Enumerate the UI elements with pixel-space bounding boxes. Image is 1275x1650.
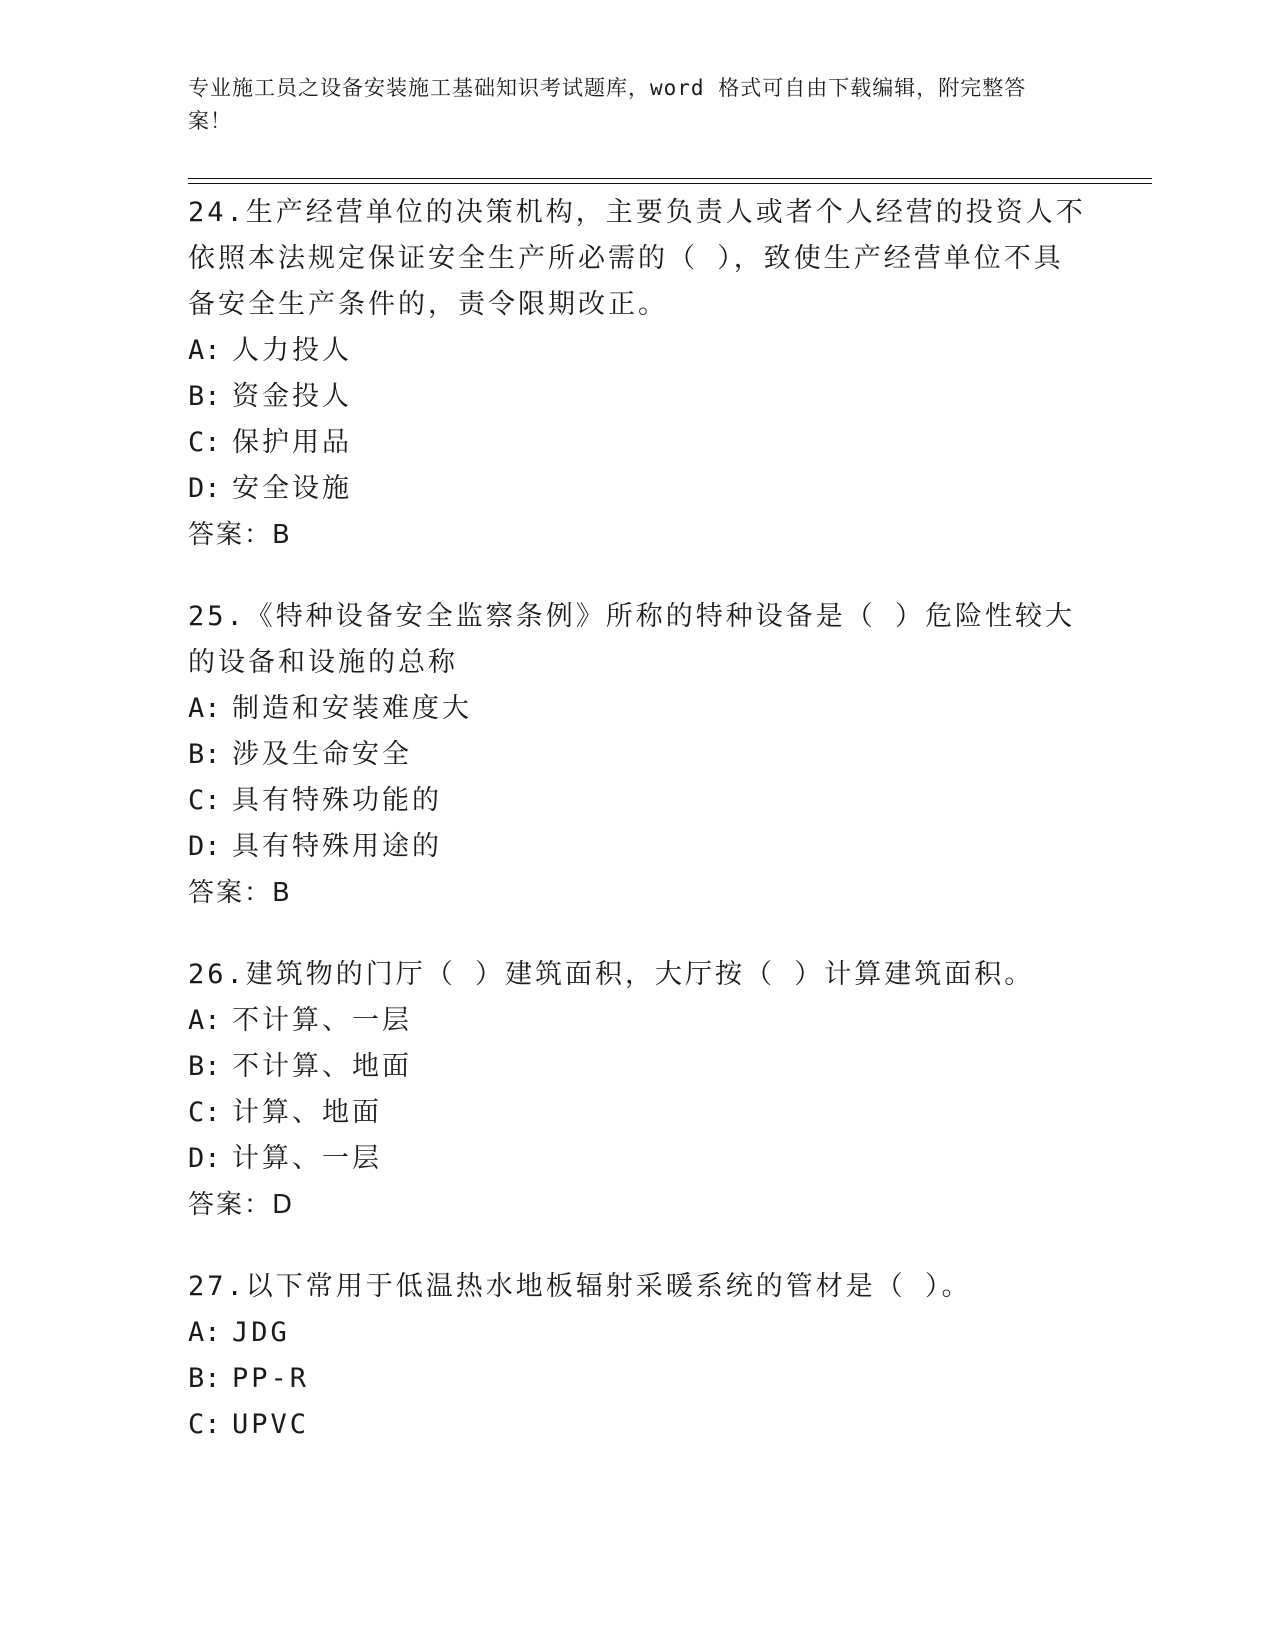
- option-a: [188, 328, 1088, 374]
- option-text: 安全设施: [232, 473, 352, 504]
- question-stem: 25.《特种设备安全监察条例》所称的特种设备是（ ）危险性较大的设备和设施的总称: [188, 601, 1076, 678]
- option-text: JDG: [232, 1317, 290, 1348]
- question-27: [188, 1264, 1088, 1448]
- answer-label: 答案：B: [188, 878, 292, 908]
- option-d: [188, 1136, 1088, 1182]
- answer-label: 答案：B: [188, 520, 292, 550]
- option-letter: A:: [188, 1317, 221, 1348]
- document-header: 专业施工员之设备安装施工基础知识考试题库，word 格式可自由下载编辑，附完整答案！: [188, 76, 1027, 133]
- option-text: 制造和安装难度大: [232, 693, 472, 724]
- question-25: [188, 594, 1088, 916]
- option-c: [188, 420, 1088, 466]
- option-letter: D:: [188, 831, 221, 862]
- option-text: 计算、一层: [232, 1143, 382, 1174]
- option-letter: C:: [188, 1409, 221, 1440]
- question-list: [188, 190, 1088, 1484]
- option-text: 保护用品: [232, 427, 352, 458]
- option-text: PP-R: [232, 1363, 310, 1394]
- option-letter: C:: [188, 785, 221, 816]
- option-text: UPVC: [232, 1409, 310, 1440]
- option-text: 计算、地面: [232, 1097, 382, 1128]
- option-letter: D:: [188, 473, 221, 504]
- option-text: 具有特殊功能的: [232, 785, 442, 816]
- option-c: [188, 1090, 1088, 1136]
- option-letter: B:: [188, 1363, 221, 1394]
- option-a: [188, 1310, 1088, 1356]
- option-a: [188, 998, 1088, 1044]
- option-b: [188, 1356, 1088, 1402]
- option-text: 不计算、地面: [232, 1051, 412, 1082]
- answer-label: 答案：D: [188, 1190, 295, 1220]
- option-text: 资金投人: [232, 381, 352, 412]
- option-letter: B:: [188, 1051, 221, 1082]
- option-letter: B:: [188, 381, 221, 412]
- question-stem: 24.生产经营单位的决策机构，主要负责人或者个人经营的投资人不依照本法规定保证安全生产所必需的（ ），致使生产经营单位不具备安全生产条件的，责令限期改正。: [188, 197, 1086, 320]
- question-24: [188, 190, 1088, 558]
- option-b: [188, 1044, 1088, 1090]
- option-c: [188, 1402, 1088, 1448]
- option-text: 具有特殊用途的: [232, 831, 442, 862]
- question-26: [188, 952, 1088, 1228]
- option-d: [188, 466, 1088, 512]
- option-text: 人力投人: [232, 335, 352, 366]
- option-letter: D:: [188, 1143, 221, 1174]
- option-d: [188, 824, 1088, 870]
- option-letter: B:: [188, 739, 221, 770]
- option-text: 涉及生命安全: [232, 739, 412, 770]
- option-letter: A:: [188, 693, 221, 724]
- option-letter: A:: [188, 335, 221, 366]
- option-b: [188, 374, 1088, 420]
- option-c: [188, 778, 1088, 824]
- header-divider-top: [188, 178, 1152, 179]
- option-text: 不计算、一层: [232, 1005, 412, 1036]
- option-letter: C:: [188, 1097, 221, 1128]
- header-divider-bottom: [188, 183, 1152, 184]
- option-b: [188, 732, 1088, 778]
- option-a: [188, 686, 1088, 732]
- option-letter: C:: [188, 427, 221, 458]
- question-stem: 26.建筑物的门厅（ ）建筑面积，大厅按（ ）计算建筑面积。: [188, 959, 1035, 990]
- question-stem: 27.以下常用于低温热水地板辐射采暖系统的管材是（ ）。: [188, 1271, 972, 1302]
- option-letter: A:: [188, 1005, 221, 1036]
